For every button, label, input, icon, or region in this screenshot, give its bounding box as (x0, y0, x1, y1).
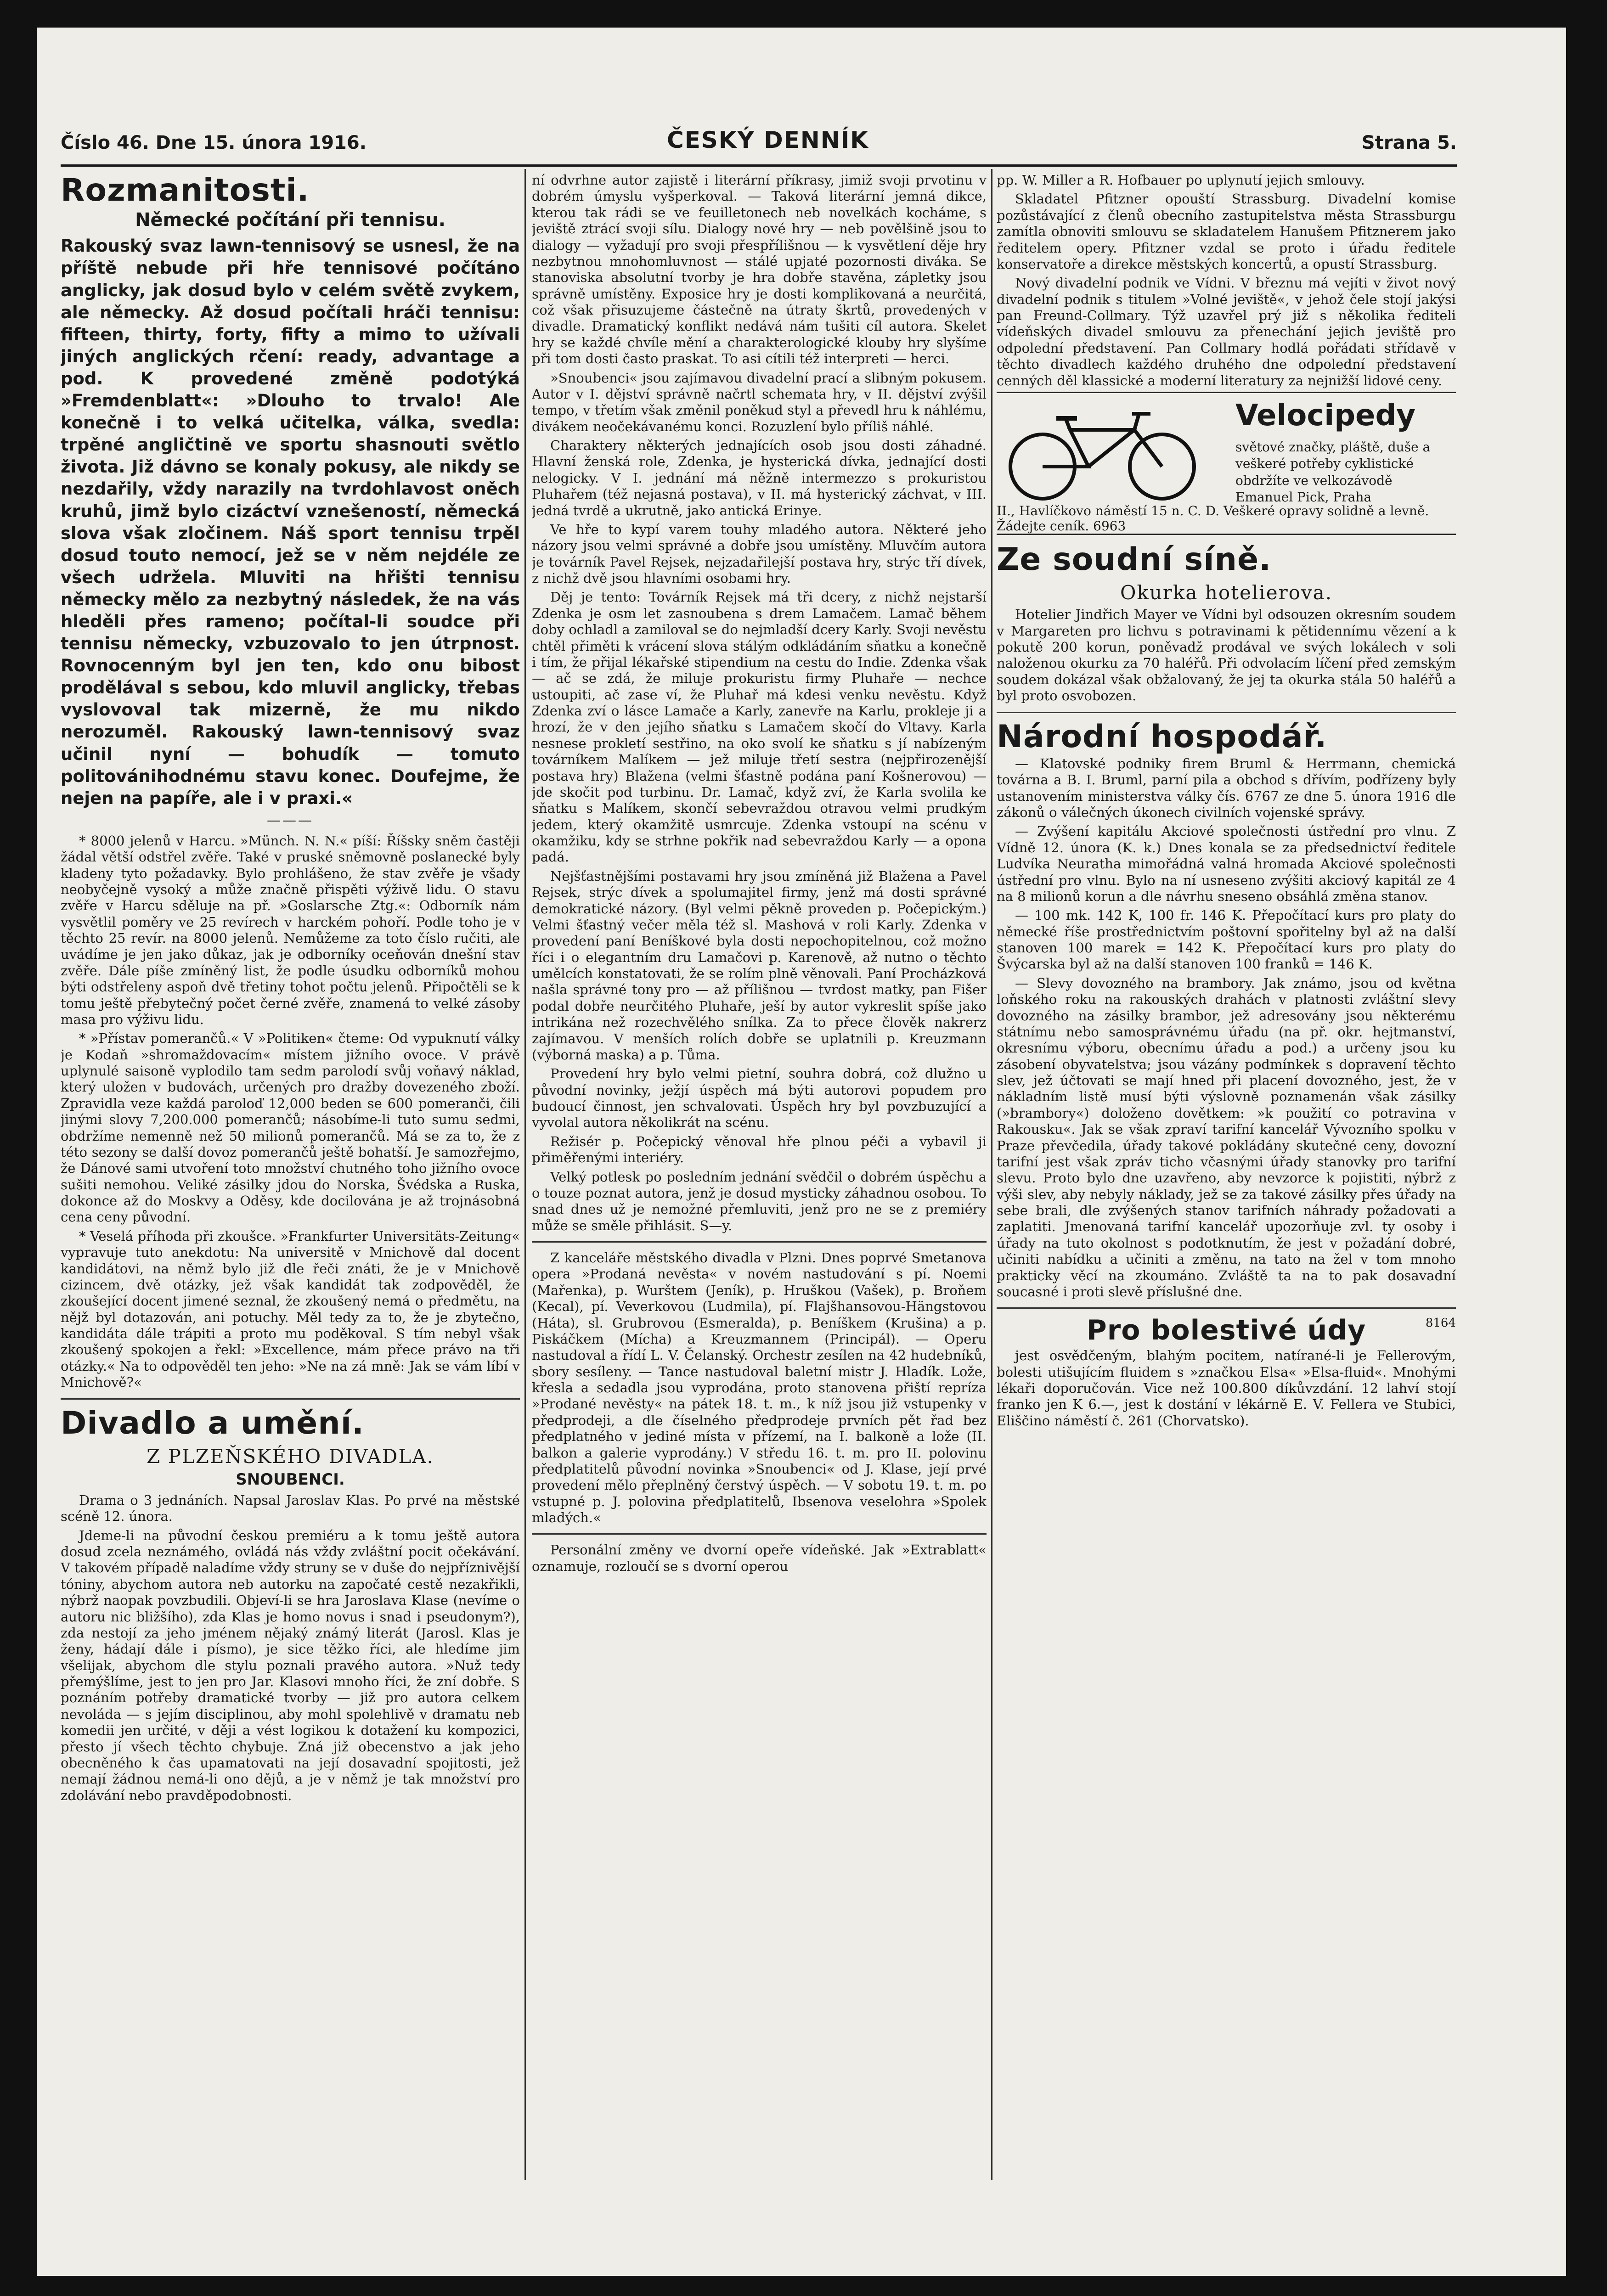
fluid-advertisement (997, 1316, 1456, 1429)
bicycle-icon (997, 402, 1217, 503)
review-paragraph: Děj je tento: Továrník Rejsek má tři dcery, z nichž nejstarší Zdenka je osm let zasnoubena s drem Lamačem. Lamač během doby ochladl a zamiloval se do nejmladší dcery Karly. Svoji nevěstu chtěl přiměti k vrácení slova stálým odkládáním sňatku a konečně i tím, že přijal lékařské stipendium na cestu do Indie. Zdenka však — ač se zdá, že miluje prokuristu firmy Pluhaře — nechce ustoupiti, ač zase ví, že Pluhař má kdesi venku nevěstu. Když Zdenka zví o lásce Lamače a Karly, zanevře na Karlu, prokleje ji a hrozí, že v den jejího sňatku s Lamačem skočí do Vltavy. Karla nesnese prokletí sestřino, na oko svolí ke sňatku s jí nabízeným továrníkem Malíkem — jež miluje třetí sestra (nejpřirozenější postava hry) Blažena (velmi šťastně podána paní Košnerovou) — jde skočit pod turbinu. Dr. Lamač, když zví, že Karla svolila ke sňatku s Malíkem, skončí sebevraždou otravou velmi prudkým jedem, který okamžitě usmrcuje. Zdenka vstoupí na scénu v okamžiku, kdy se strhne pokřik nad sebevraždou Karly — a opona padá. (532, 589, 987, 865)
review-paragraph: Nejšťastnějšími postavami hry jsou zmíněná již Blažena a Pavel Rejsek, strýc dívek a spolumajitel firmy, jenž má dosti správné demokratické názory. (Byl velmi pěkně proveden p. Počepickým.) Velmi šťastný večer měla též sl. Mashová v roli Karly. Zdenka v provedení paní Beníškové byla dosti nepochopitelnou, což možno říci i o elegantním dru Lamačovi p. Karenově, až nutno o těchto umělcích konstatovati, že se rolím plně věnovali. Paní Procházková našla správné tony pro — až přílišnou — tvrdost matky, pan Fišer podal dobře neurčitého Pluhaře, ješí by autor vykreslit spíše jako intrikána než rozechvělého snílka. Za to přece člověk nakrerz zajímavou. V menších rolích dobře se uplatnili p. Kreuzmann (výborná maska) a p. Tůma. (532, 868, 987, 1063)
vienna-opera-notice: Personální změny ve dvorní opeře vídeňské. Jak »Extrablatt« oznamuje, rozloučí se s dvorní operou (532, 1542, 987, 1574)
play-subtitle: Drama o 3 jednáních. Napsal Jaroslav Klas. Po prvé na městské scéně 12. února. (61, 1492, 520, 1525)
article-body-tennis: Rakouský svaz lawn-tennisový se usnesl, že na příště nebude při hře tennisové počítáno anglicky, jak dosud bylo v celém světě zvykem, ale německy. Až dosud počítali hráči tennisu: fifteen, thirty, forty, fifty a mimo to užívali jiných anglických rčení: ready, advantage a pod. K provedené změně podotýká »Fremdenblatt«: »Dlouho to trvalo! Ale konečně i to velká učitelka, válka, svedla: trpěné angličtině ve sportu shasnouti světlo života. Již dávno se konaly pokusy, ale nikdy se nezdařily, vždy narazily na tvrdohlavost oněch kruhů, jimž bylo cizáctví vznešeností, německá slova však zločinem. Náš sport tennisu trpěl dosud touto nemocí, jež se v něm nejdéle ze všech udržela. Mluviti na hřišti tennisu německy mělo za nezbytný následek, že na vás hleděli přes rameno; počítal-li soudce při tennisu německy, vzbuzovalo to jen útrpnost. Rovnocenným byl jen ten, kdo onu bibost prodělával s sebou, kdo mluvil anglicky, třebas vyslovoval tak mizerně, že mu nikdo nerozuměl. Rakouský lawn-tennisový svaz učinil nyní — bohudík — tomuto politovánihodnému stavu konec. Doufejme, že nejen na papíře, ale i v praxi.« (61, 236, 520, 808)
ad-number: 8164 (1425, 1316, 1456, 1330)
review-paragraph: »Snoubenci« jsou zajímavou divadelní prací a slibným pokusem. Autor v I. dějství správně načrtl schemata hry, v II. dějství zvýšil tempo, v třetím však změnil poněkud styl a převedl hru k náhlému, divákem neočekávanému konci. Rozuzlení bylo příliš náhlé. (532, 370, 987, 434)
column-2 (532, 172, 987, 2179)
page-header (61, 124, 1457, 161)
section-rule (997, 712, 1456, 713)
article-body-deer: * 8000 jelenů v Harcu. »Münch. N. N.« píší: Říšsky sněm častěji žádal větší odstřel zvěře. Také v pruské sněmovně poslanecké byly kladeny tyto požadavky. Bylo prohlášeno, že stav zvěře je všady neobyčejně vysoký a může značně přispěti výživě lidu. O stavu zvěře v Harcu sděluje na př. »Goslarsche Ztg.«: Odborník nám vysvětlil poměry ve 25 revírech v harckém pohoří. Podle toho je v těchto 25 revír. na 8000 jelenů. Nemůžeme za toto číslo ručiti, ale uvádíme je jen jako důkaz, jak je odborníky oceňován dnešní stav zvěře. Dále píše zmíněný list, že podle úsudku odborníků mohou býti odstřeleny aspoň dvě třetiny tohot počtu jelenů. Připočtěli se k tomu ještě přebytečný počet černé zvěře, znamená to velké zásoby masa pro výživu lidu. (61, 833, 520, 1027)
economy-item: — Slevy dovozného na brambory. Jak známo, jsou od května loňského roku na rakouských drahách v platnosti zvláštní slevy dovozného na zásilky brambor, jež adresovány jsou některému státnímu nebo samosprávnému úřadu (na př. okr. hejtmanství, okresnímu výboru, obecnímu úřadu a pod.) a určeny jsou ku zásobení obyvatelstva; jsou vázány podmínkek s dopravení těchto slev, jež účtovati se mají hned při placení dovozného, jest, že v nákladním listě musí býti výslovně poznamenán však zásilky (»brambory«) doloženo dovětkem: »k použití co potravina v Rakousku«. Jak se však zpraví tarifní kancelář Vývozního spolku v Praze převčedila, úřady takové pokládány skutečné ceny, dovozní tarifní jest však zpráv ticho včasnými úřady stanovky pro tarifní slevu. Proto bylo dne uzavřeno, aby nevzorce k pojistiti, nýbrž z výši slev, aby nebyly náklady, jež se za takové zásilky přes úřady na sebe brali, dle zvýšených stanov tarifních náhrady požadovati a zaplatiti. Jmenovaná tarifní kancelář upozorňuje zvl. ty osoby i úřady na tuto okolnost s podotknutím, že jest v požadání dobré, učiniti nabídku a učiniti a změnu, na tato na žel v tom mnoho prakticky věcí na zkoumáno. Zvláště ta na to pak dosavadní soucasné i proti slevě příslušné dne. (997, 975, 1456, 1300)
section-title-court: Ze soudní síně. (997, 541, 1271, 578)
article-title-court: Okurka hotelierova. (1120, 581, 1333, 604)
column-3 (997, 172, 1456, 2179)
issue-date: Číslo 46. Dne 15. února 1916. (61, 132, 367, 153)
review-paragraph: Velký potlesk po posledním jednání svědčil o dobrém úspěchu a o touze poznat autora, jenž je dosud mysticky záhadnou osobou. To snad dnes už je nemožné přemluviti, jenž pro ne se z premiéry může se směle přihlásit. S—y. (532, 1169, 987, 1233)
section-rule (532, 1241, 987, 1243)
ad-headline: Pro bolestivé údy (1086, 1314, 1366, 1347)
column-1 (61, 172, 520, 2179)
review-paragraph: Charaktery některých jednajících osob jsou dosti záhadné. Hlavní ženská role, Zdenka, je hysterická dívka, jednající dosti nelogicky. V I. jednání má něžně intermezzo s prokuristou Pluhařem (též nejasná postava), v II. má hysterický záchvat, v III. jedná tvrdě a ukrutně, jako antická Erinye. (532, 438, 987, 518)
section-title-economy: Národní hospodář. (997, 718, 1327, 755)
play-title: SNOUBENCI. (236, 1470, 345, 1489)
separator: ——— (267, 812, 314, 828)
bicycle-advertisement (997, 392, 1456, 535)
ad-description: jest osvědčeným, blahým pocitem, natírané-li je Fellerovým, bolesti utišujícím fluidem s »značkou Elsa« »Elsa-fluid«. Mnohými lékaři doporučován. Vice než 100.800 díkůvzdání. 12 lahví stojí franko jen K 6.—, jest k dostání v lékárně E. V. Fellera ve Stubici, Eliščino náměstí č. 261 (Chorvatsko). (997, 1348, 1456, 1429)
theatre-office-notice: Z kanceláře městského divadla v Plzni. Dnes poprvé Smetanova opera »Prodaná nevěsta« v novém nastudování s pí. Noemi (Mařenka), p. Wurštem (Jeník), p. Hruškou (Vašek), p. Broňem (Kecal), pí. Veverkovou (Ludmila), pí. Flajšhansovou-Hängstovou (Háta), sl. Grubrovou (Esmeralda), p. Beníškem (Krušina) a p. Piskáčkem (Mícha) a Kreuzmannem (Principál). — Operu nastudoval a řídí L. V. Čelanský. Orchestr zesílen na 42 hudebníků, sbory sesíleny. — Tance nastudoval baletní mistr J. Hladík. Lože, křesla a sedadla jsou vyprodána, proto stanovena přiští repríza »Prodané nevěsty« na pátek 18. t. m., k níž jsou již vstupenky v předprodeji, a dle číselného předprodeje prvních pět řad bez předplatného v jediné místa v přízemí, na I. balkoně a lože (II. balkon a galerie vyprodány.) V středu 16. t. m. pro II. polovinu předplatitelů původní novinka »Snoubenci« od J. Klase, její prvé provedení mělo přeplněný čerstvý úspěch. — V sobotu 19. t. m. po vstupné p. J. polovina předplatitelů, Ibsenova veselohra »Spolek mladých.« (532, 1250, 987, 1525)
section-rule (61, 1398, 520, 1400)
review-paragraph: Režisér p. Počepický věnoval hře plnou péči a vybavil ji přiměřenými interiéry. (532, 1133, 987, 1166)
review-continued: ní odvrhne autor zajistě i literární příkrasy, jimiž svoji prvotinu v dobrém úmyslu vyšperkoval. — Taková literární jemná dikce, kterou tak rádi se ve feuilletonech neb novelkách kocháme, s jeviště ztrácí svoji sílu. Dialogy nové hry — neb povělšině jsou to dialogy — vyžadují pro svoji přespřílišnou — k vysvětlení děje hry nezbytnou mnohomluvnost — stálé upjaté pozornosti diváka. Se stanoviska absolutní tvorby je hra dobře stavěna, zápletky jsou správně umístěny. Exposice hry je dosti komplikovaná a neurčitá, což však přisuzujeme částečně na útraty škrtů, provedených v divadle. Dramatický konflikt nedává nám tušiti cíl autora. Skelet hry se každé chvíle mění a charakterologické klouby hry slyšíme při tom dosti často praskat. To asi cítili též interpreti — herci. (532, 172, 987, 367)
article-body-exam: * Veselá příhoda při zkoušce. »Frankfurter Universitäts-Zeitung« vypravuje tuto anekdotu: Na universitě v Mnichově dal docent kandidátovi, na němž bylo již dle řeči znáti, že je v Mnichově cizincem, dvě otázky, jež však kandidát tak zodpověděl, že zkoušející docent jimené seznal, že zkoušený nemá o předmětu, na nějž byl dotazován, ani potuchy. Měl tedy za to, že je zbytečno, kandidáta dále trápiti a proto mu poděkoval. S tím nebyl však zkoušený spokojen a řekl: »Excellence, mám přece právo na tři otázky.« Na to odpověděl ten jeho: »Ne na zá mně: Jak se vám líbí v Mnichově?« (61, 1228, 520, 1390)
article-title-theatre: Z PLZEŇSKÉHO DIVADLA. (147, 1445, 434, 1468)
article-body-oranges: * »Přístav pomerančů.« V »Politiken« čteme: Od vypuknutí války je Kodaň »shromaždovacím« místem jižního ovoce. V právě uplynulé saisoně vyplodilo tam sedm parolodí svůj voňavý náklad, který uložen v budovách, určených pro dražby dovezeného zboží. Zpravidla veze každá paroloď 12,000 beden se 600 pomeranči, čili jinými slovy 7,200.000 pomerančů; násobíme-li tuto sumu sedmi, obdržíme nemenně než 50 milionů pomerančů. Má se za to, že z této sezony se další dovoz pomerančů ještě bohatší. Je samozřejmo, že Dánové sami utvoření toto množství chutného toho jižního ovoce sušiti nemohou. Veliké zásilky jdou do Norska, Švédska a Ruska, dokonce až do Moskvy a Oděsy, kde docilována je až trojnásobná cena ceny původní. (61, 1030, 520, 1225)
review-paragraph: Provedení hry bylo velmi pietní, souhra dobrá, což dlužno u původní novinky, ježjí úspěch má býti autorovi popudem pro budoucí činnost, jen schvalovati. Úspěch hry byl povzbuzující a vyvolal autora několikrát na scénu. (532, 1066, 987, 1131)
column-divider (524, 169, 526, 2180)
section-rule (997, 1307, 1456, 1309)
section-rule (532, 1533, 987, 1535)
opera-continued: pp. W. Miller a R. Hofbauer po uplynutí jejich smlouvy. (997, 172, 1365, 188)
article-body-review: Jdeme-li na původní českou premiéru a k tomu ještě autora dosud zcela neznámého, ovládá nás vždy zvláštní pocit očekávání. V takovém případě naladíme vždy struny se v duše do nejpříznivější tóniny, abychom autora neb autorku na započaté cestě nezakřikli, nýbrž naopak povzbudili. Objeví-li se hra Jaroslava Klase (nevíme o autoru nic bližšího), zda Klas je homo novus i snad i pseudonym?), zda nestojí za jeho jménem nějaký známý literát (Jarosl. Klas je ženy, hádají dále i písmo), je sice těžko říci, ale hledíme jim všelijak, abychom dle stylu poznali pravého autora. »Nuž tedy přemýšlíme, jest to jen pro Jar. Klasovi mnoho říci, že zní dobře. S poznáním potřeby dramatické tvorby — již pro autora celkem nevoláda — s jejím disciplinou, aby mohl spolehlivě v dramatu neb komedii jen určité, v ději a vést logikou k dotažení ku kompozici, přesto jí všech těchto chybuje. Zná již obecenstvo a jak jeho obecněného k čas upamatovati na její dosavadní spojitosti, jež nemají žádnou nemá-li ono dějů, a je v němž je tak množství pro zdolávání nebo pravděpodobnosti. (61, 1527, 520, 1803)
article-body-court: Hotelier Jindřich Mayer ve Vídni byl odsouzen okresním soudem v Margareten pro lichvu s potravinami k pětidennímu vězení a k pokutě 200 korun, poněvadž prodával ve svých lokálech v soli naloženou okurku za 70 haléřů. Při odvolacím líčení před zemským soudem dokázal však obžalovaný, že jej ta okurka stála 50 haléřů a byl proto osvobozen. (997, 607, 1456, 704)
section-title-miscellany: Rozmanitosti. (61, 172, 310, 208)
ad-headline: Velocipedy (1235, 398, 1415, 433)
economy-item: — Zvýšení kapitálu Akciové společnosti ústřední pro vlnu. Z Vídně 12. února (K. k.) Dnes konala se za předsednictví ředitele Ludvíka Neuratha mimořádná valná hromada Akciové společnosti ústřední pro vlnu. Bylo na ní usneseno zvýšiti akciový kapitál ze 4 na 8 milionů korun a dle návrhu sneseno obsáhlá změna stanov. (997, 823, 1456, 904)
ad-description: světové značky, pláště, duše a veškeré potřeby cyklistické obdržíte ve velkozávodě Emanuel Pick, Praha (1235, 439, 1431, 505)
column-divider (991, 169, 992, 2180)
economy-item: — Klatovské podniky firem Bruml & Herrmann, chemická továrna a B. I. Bruml, parní pila a obchod s dřívím, podřízeny byly ustanovením ministerstva války čís. 6767 ze dne 5. února 1916 dle zákonů o válečných úkonech civilních vojenské správy. (997, 755, 1456, 821)
pfitzner-notice: Skladatel Pfitzner opouští Strassburg. Divadelní komise pozůstávající z členů obecního zastupitelstva města Strassburgu zamítla obnoviti smlouvu se skladatelem Hanušem Pfitznerem jako ředitelem opery. Pfitzner vzdal se proto i úřadu ředitele konservatoře a direkce městských koncertů, a opustí Strassburg. (997, 191, 1456, 272)
ad-address: II., Havlíčkovo náměstí 15 n. C. D. Veškeré opravy solidně a levně. Žádejte ceník. 6963 (997, 503, 1429, 534)
page-number: Strana 5. (1361, 132, 1457, 153)
section-title-theatre: Divadlo a umění. (61, 1405, 364, 1441)
header-rule (61, 164, 1457, 167)
paper-title: ČESKÝ DENNÍK (667, 127, 869, 153)
vienna-theatre-notice: Nový divadelní podnik ve Vídni. V březnu má vejíti v život nový divadelní podnik s titulem »Volné jeviště«, v jehož čele stojí jakýsi pan Freund-Collmary. Týž uzavřel prý již s několika řediteli vídeňských divadel smlouvu za přenechání jejich jeviště pro odpolední představení. Pan Collmary hodlá pořádati střídavě v těchto divadlech každého druhého dne odpolední představení cenných děl klassické a moderní literatury za nejnižší lidové ceny. (997, 275, 1456, 388)
economy-item: — 100 mk. 142 K, 100 fr. 146 K. Přepočítací kurs pro platy do německé říše prostřednictvím poštovní spořitelny byl až na další stanoven 100 marek = 142 K. Přepočítací kurs pro platy do Švýcarska byl až na další stanoven 100 franků = 146 K. (997, 907, 1456, 972)
article-title-tennis: Německé počítání při tennisu. (135, 209, 445, 231)
review-paragraph: Ve hře to kypí varem touhy mladého autora. Některé jeho názory jsou velmi správné a dobře jsou umístěny. Mluvčím autora je továrník Pavel Rejsek, nejzadařilejší postava hry, strýc tří dívek, z nichž dvě jsou hlavními osobami hry. (532, 521, 987, 586)
